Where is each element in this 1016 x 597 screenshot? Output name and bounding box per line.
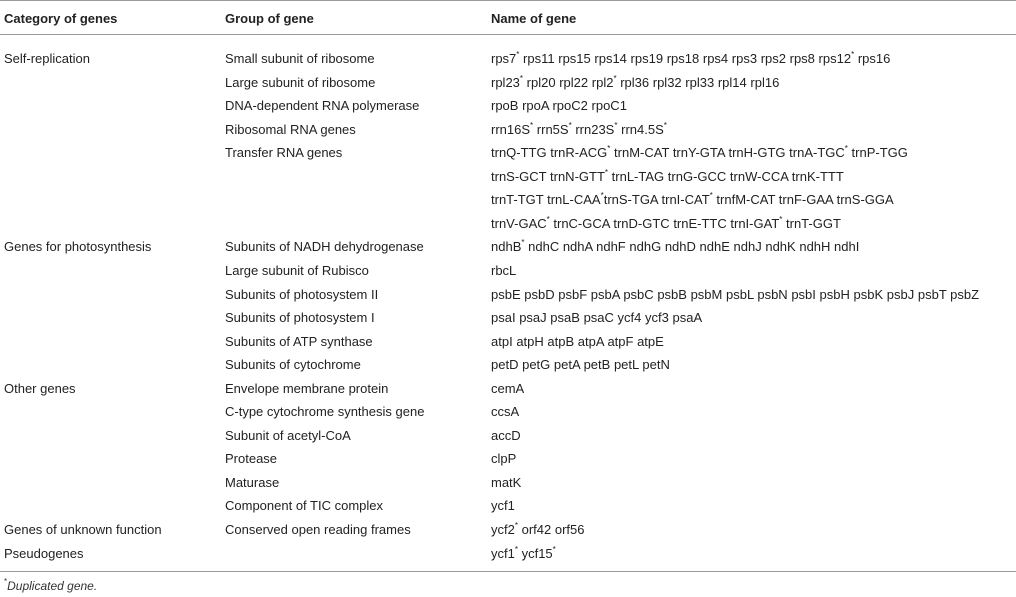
- cell-category: Genes of unknown function: [4, 522, 162, 537]
- gene-name: psbA: [590, 287, 620, 302]
- gene-name: rps3: [731, 51, 758, 66]
- gene-name: ndhH: [799, 239, 831, 254]
- gene-name: psbM: [690, 287, 723, 302]
- cell-group: DNA-dependent RNA polymerase: [225, 98, 420, 113]
- cell-gene-names: [491, 451, 516, 467]
- cell-gene-names: [491, 498, 515, 514]
- cell-group: C-type cytochrome synthesis gene: [225, 404, 425, 419]
- gene-name: orf42: [521, 522, 552, 537]
- cell-gene-names: [491, 357, 670, 373]
- cell-gene-names: [491, 428, 521, 444]
- cell-category: Genes for photosynthesis: [4, 239, 152, 254]
- duplicated-marker: *: [600, 190, 604, 200]
- cell-gene-names: [491, 310, 702, 326]
- duplicated-marker: *: [604, 167, 609, 177]
- gene-name: trnQ-TTG: [491, 145, 547, 160]
- gene-name: rps11: [523, 51, 555, 66]
- gene-name: cemA: [491, 381, 525, 396]
- gene-name: psbK: [853, 287, 884, 302]
- gene-name: ycf1: [491, 498, 515, 513]
- cell-gene-names: [491, 404, 519, 420]
- gene-name: rps2: [760, 51, 786, 66]
- footnote-text: Duplicated gene.: [7, 579, 98, 593]
- cell-group: Maturase: [225, 475, 280, 490]
- gene-name: psbN: [757, 287, 788, 302]
- gene-name: rps4: [702, 51, 729, 66]
- gene-name: psbT: [917, 287, 947, 302]
- header-name: Name of gene: [491, 11, 577, 26]
- gene-name: trnS-GCT: [491, 169, 547, 184]
- gene-name: rpl22: [559, 75, 589, 90]
- cell-gene-names: [491, 522, 585, 538]
- gene-name: petN: [642, 357, 670, 372]
- gene-name: ndhB: [491, 239, 522, 254]
- cell-group: Transfer RNA genes: [225, 145, 343, 160]
- cell-gene-names: [491, 239, 859, 255]
- gene-name: trnY-GTA: [672, 145, 725, 160]
- gene-name: atpH: [516, 334, 544, 349]
- gene-name: rrn23S: [575, 122, 615, 137]
- table-bottom-rule: [0, 571, 1016, 572]
- cell-gene-names: [491, 263, 516, 279]
- duplicated-marker: *: [851, 49, 855, 59]
- header-group: Group of gene: [225, 11, 314, 26]
- gene-name: orf56: [554, 522, 585, 537]
- cell-category: Pseudogenes: [4, 546, 84, 561]
- cell-group: Conserved open reading frames: [225, 522, 411, 537]
- duplicated-marker: *: [516, 49, 520, 59]
- gene-name: ndhG: [629, 239, 662, 254]
- cell-group: Protease: [225, 451, 278, 466]
- gene-name: ccsA: [491, 404, 520, 419]
- gene-name: trnP-TGG: [851, 145, 908, 160]
- footnote-marker: *: [4, 577, 8, 586]
- duplicated-marker: *: [530, 120, 534, 130]
- gene-name: psbC: [623, 287, 654, 302]
- gene-name: trnfM-CAT: [716, 192, 776, 207]
- footnote: [4, 579, 97, 593]
- gene-name: trnL-TAG: [611, 169, 665, 184]
- duplicated-marker: *: [514, 544, 518, 554]
- gene-name: ndhA: [562, 239, 593, 254]
- gene-name: psaC: [583, 310, 614, 325]
- cell-group: Ribosomal RNA genes: [225, 122, 356, 137]
- gene-name: ycf15: [521, 546, 553, 561]
- duplicated-marker: *: [663, 120, 667, 130]
- gene-name: petD: [491, 357, 519, 372]
- gene-name: rpl33: [685, 75, 715, 90]
- cell-gene-names: [491, 287, 979, 303]
- gene-name: psbJ: [886, 287, 915, 302]
- duplicated-marker: *: [779, 214, 783, 224]
- gene-name: trnS-GGA: [836, 192, 894, 207]
- gene-name: psbH: [819, 287, 850, 302]
- cell-gene-names: [491, 75, 779, 91]
- gene-name: ndhD: [664, 239, 696, 254]
- cell-group: Small subunit of ribosome: [225, 51, 375, 66]
- cell-category: Other genes: [4, 381, 76, 396]
- gene-name: psaB: [550, 310, 580, 325]
- gene-name: psaJ: [519, 310, 547, 325]
- cell-gene-names: [491, 192, 894, 208]
- cell-category: Self-replication: [4, 51, 90, 66]
- cell-gene-names: [491, 381, 524, 397]
- cell-group: Subunits of photosystem I: [225, 310, 375, 325]
- cell-group: Component of TIC complex: [225, 498, 383, 513]
- cell-gene-names: [491, 169, 844, 185]
- gene-name: ycf1: [491, 546, 515, 561]
- duplicated-marker: *: [613, 73, 617, 83]
- gene-name: petA: [553, 357, 580, 372]
- gene-name: trnE-TTC: [673, 216, 727, 231]
- gene-name: rpoA: [522, 98, 549, 113]
- gene-name: clpP: [491, 451, 517, 466]
- gene-name: psbE: [491, 287, 521, 302]
- cell-group: Subunits of cytochrome: [225, 357, 361, 372]
- gene-name: rpoC2: [552, 98, 588, 113]
- gene-name: rrn4.5S: [621, 122, 664, 137]
- gene-name: psbD: [524, 287, 555, 302]
- duplicated-marker: *: [614, 120, 618, 130]
- gene-name: rps16: [857, 51, 891, 66]
- gene-name: accD: [491, 428, 521, 443]
- gene-name: ndhK: [765, 239, 796, 254]
- cell-gene-names: [491, 475, 521, 491]
- cell-gene-names: [491, 216, 841, 232]
- header-rule: [0, 34, 1016, 35]
- gene-name: ycf2: [491, 522, 515, 537]
- gene-name: trnG-GCC: [667, 169, 727, 184]
- gene-name: ndhE: [699, 239, 730, 254]
- gene-name: ndhI: [834, 239, 860, 254]
- gene-name: trnW-CCA: [729, 169, 789, 184]
- gene-name: rpl16: [750, 75, 780, 90]
- gene-name: trnF-GAA: [778, 192, 833, 207]
- gene-name: trnA-TGC: [789, 145, 845, 160]
- gene-name: rpl36: [620, 75, 650, 90]
- duplicated-marker: *: [844, 143, 848, 153]
- gene-name: trnH-GTG: [728, 145, 786, 160]
- gene-name: rps7: [491, 51, 517, 66]
- gene-name: rps8: [789, 51, 815, 66]
- gene-name: rbcL: [491, 263, 517, 278]
- gene-name: rrn5S: [536, 122, 569, 137]
- gene-name: psbL: [726, 287, 754, 302]
- gene-name: rps14: [594, 51, 627, 66]
- cell-group: Subunits of NADH dehydrogenase: [225, 239, 424, 254]
- gene-name: trnK-TTT: [791, 169, 844, 184]
- gene-name: trnC-GCA: [553, 216, 610, 231]
- gene-name: trnN-GTT: [550, 169, 605, 184]
- cell-gene-names: [491, 334, 664, 350]
- gene-name: trnL-CAA: [547, 192, 601, 207]
- gene-name: ndhC: [528, 239, 560, 254]
- table-top-rule: [0, 0, 1016, 1]
- cell-gene-names: [491, 51, 890, 67]
- cell-gene-names: [491, 98, 627, 114]
- duplicated-marker: *: [514, 520, 518, 530]
- gene-name: atpB: [547, 334, 575, 349]
- gene-name: trnR-ACG: [550, 145, 608, 160]
- gene-name: rpl20: [526, 75, 556, 90]
- gene-name: atpI: [491, 334, 513, 349]
- gene-name: atpA: [577, 334, 604, 349]
- gene-name: psaA: [672, 310, 703, 325]
- gene-name: rrn16S: [491, 122, 531, 137]
- gene-name: atpF: [607, 334, 634, 349]
- gene-name: ndhJ: [733, 239, 762, 254]
- gene-name: rpl23: [491, 75, 520, 90]
- cell-gene-names: [491, 122, 667, 138]
- gene-name: psaI: [491, 310, 516, 325]
- gene-name: ndhF: [596, 239, 626, 254]
- gene-name: rpoB: [491, 98, 519, 113]
- cell-group: Subunits of photosystem II: [225, 287, 379, 302]
- duplicated-marker: *: [552, 544, 556, 554]
- gene-name: trnT-TGT: [491, 192, 544, 207]
- gene-name: ycf4: [617, 310, 642, 325]
- gene-name: ycf3: [645, 310, 669, 325]
- cell-group: Subunits of ATP synthase: [225, 334, 373, 349]
- gene-name: trnV-GAC: [491, 216, 547, 231]
- gene-name: rpl14: [717, 75, 747, 90]
- cell-group: Large subunit of ribosome: [225, 75, 376, 90]
- gene-name: psbI: [791, 287, 816, 302]
- gene-name: trnI-CAT: [661, 192, 710, 207]
- gene-name: psbZ: [950, 287, 980, 302]
- gene-name: rps15: [558, 51, 591, 66]
- duplicated-marker: *: [709, 190, 713, 200]
- gene-name: petG: [522, 357, 551, 372]
- duplicated-marker: *: [519, 73, 524, 83]
- gene-name: trnM-CAT: [614, 145, 670, 160]
- gene-name: rpl2: [591, 75, 614, 90]
- cell-group: Subunit of acetyl-CoA: [225, 428, 351, 443]
- duplicated-marker: *: [521, 237, 525, 247]
- gene-name: trnS-TGA: [603, 192, 658, 207]
- gene-name: matK: [491, 475, 522, 490]
- gene-name: atpE: [637, 334, 664, 349]
- gene-name: rps19: [630, 51, 664, 66]
- gene-name: psbB: [657, 287, 687, 302]
- gene-name: rpoC1: [591, 98, 627, 113]
- gene-name: psbF: [558, 287, 588, 302]
- cell-gene-names: [491, 546, 556, 562]
- gene-name: trnT-GGT: [786, 216, 841, 231]
- duplicated-marker: *: [607, 143, 611, 153]
- cell-group: Large subunit of Rubisco: [225, 263, 369, 278]
- gene-name: rpl32: [652, 75, 682, 90]
- gene-name: petL: [613, 357, 639, 372]
- cell-group: Envelope membrane protein: [225, 381, 389, 396]
- gene-name: rps12: [818, 51, 852, 66]
- gene-name: rps18: [666, 51, 700, 66]
- cell-gene-names: [491, 145, 908, 161]
- gene-name: trnI-GAT: [730, 216, 780, 231]
- header-category: Category of genes: [4, 11, 118, 26]
- duplicated-marker: *: [568, 120, 572, 130]
- gene-name: trnD-GTC: [613, 216, 670, 231]
- duplicated-marker: *: [546, 214, 550, 224]
- gene-name: petB: [583, 357, 611, 372]
